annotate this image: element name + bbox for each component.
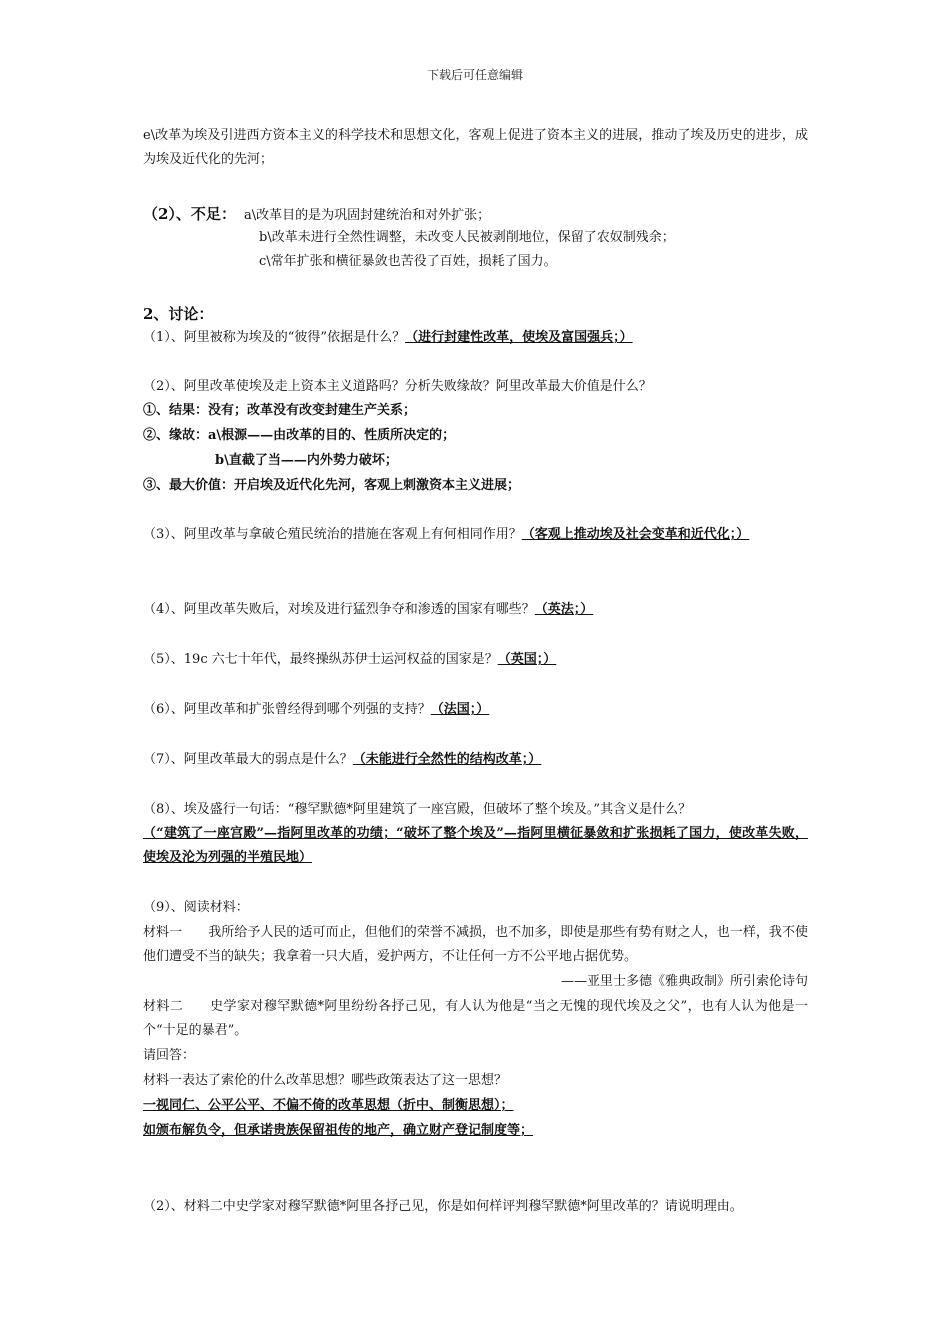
sub-question-2: （2）、材料二中史学家对穆罕默德*阿里各抒己见，你是如何样评判穆罕默德*阿里改革的？请说明理由。 <box>143 1199 743 1214</box>
question-2-answer-3: ③、最大价值：开启埃及近代化先河，客观上刺激资本主义进展； <box>143 478 521 493</box>
question-4 <box>143 598 808 622</box>
shortcomings-label: （2）、不足： <box>143 205 236 223</box>
sub-answer-1-line <box>143 1094 808 1118</box>
question-6-text: （6）、阿里改革和扩张曾经得到哪个列强的支持？ <box>143 702 431 717</box>
question-2-answer-2: ②、缘故：a\根源——由改革的目的、性质所决定的； <box>143 428 456 443</box>
question-3-answer: （客观上推动埃及社会变革和近代化；） <box>521 527 750 542</box>
sub-answer-2: 如颁布解负令，但承诺贵族保留祖传的地产，确立财产登记制度等； <box>143 1123 534 1138</box>
material-1: 材料一 我所给予人民的适可而止，但他们的荣誉不减损，也不加多，即使是那些有势有财之人，也一样，我不使他们遭受不当的缺失；我拿着一只大盾，爱护两方，不让任何一方不公平地占据优势。 <box>143 925 808 964</box>
material-1-source: ——亚里士多德《雅典政制》所引索伦诗句 <box>560 974 808 989</box>
question-5 <box>143 648 808 672</box>
question-1 <box>143 326 808 350</box>
question-8-answer: （“建筑了一座宫殿”—指阿里改革的功绩；“破坏了整个埃及”—指阿里横征暴敛和扩张损耗了国力，使改革失败，使埃及沦为列强的半殖民地） <box>143 826 808 865</box>
shortcoming-a: a\改革目的是为巩固封建统治和对外扩张； <box>243 208 491 223</box>
sub-question-1: 材料一表达了索伦的什么改革思想？哪些政策表达了这一思想？ <box>143 1073 508 1088</box>
shortcoming-b: b\改革未进行全然性调整，未改变人民被剥削地位，保留了农奴制残余； <box>259 230 675 245</box>
question-1-text: （1）、阿里被称为埃及的“彼得”依据是什么？ <box>143 330 406 345</box>
question-7 <box>143 748 808 772</box>
question-6 <box>143 698 808 722</box>
question-3-text: （3）、阿里改革与拿破仑殖民统治的措施在客观上有何相同作用？ <box>143 527 522 542</box>
question-8-text: （8）、埃及盛行一句话：“穆罕默德*阿里建筑了一座宫殿，但破坏了整个埃及。”其含义是什么？ <box>143 802 692 817</box>
question-2-text: （2）、阿里改革使埃及走上资本主义道路吗？分析失败缘故？阿里改革最大价值是什么？ <box>143 379 652 394</box>
question-5-answer: （英国；） <box>497 652 557 667</box>
question-3 <box>143 523 808 547</box>
question-7-answer: （未能进行全然性的结构改革；） <box>352 752 542 767</box>
question-9-text: （9）、阅读材料： <box>143 900 249 915</box>
page-header: 下载后可任意编辑 <box>426 68 523 82</box>
question-8-answer-block <box>143 822 808 870</box>
shortcomings-line-a <box>143 202 808 228</box>
question-4-text: （4）、阿里改革失败后，对埃及进行猛烈争夺和渗透的国家有哪些？ <box>143 602 535 617</box>
question-5-text: （5）、19c 六七十年代，最终操纵苏伊士运河权益的国家是？ <box>143 652 498 667</box>
discussion-title: 2、讨论： <box>143 305 214 323</box>
question-6-answer: （法国；） <box>430 702 490 717</box>
question-1-answer: （进行封建性改革，使埃及富国强兵；） <box>405 330 633 345</box>
sub-answer-2-line <box>143 1119 808 1143</box>
sub-answer-1: 一视同仁、公平公平、不偏不倚的改革思想（折中、制衡思想）； <box>143 1098 514 1113</box>
shortcoming-c: c\常年扩张和横征暴敛也苦役了百姓，损耗了国力。 <box>259 254 557 269</box>
material-2: 材料二 史学家对穆罕默德*阿里纷纷各抒己见，有人认为他是“当之无愧的现代埃及之父”，也有人认为他是一个“十足的暴君”。 <box>143 999 808 1038</box>
question-2-answer-1: ①、结果：没有；改革没有改变封建生产关系； <box>143 403 417 418</box>
paragraph-e: e\改革为埃及引进西方资本主义的科学技术和思想文化，客观上促进了资本主义的进展，推动了埃及历史的进步，成为埃及近代化的先河； <box>143 128 808 167</box>
question-2-answer-2b: b\直截了当——内外势力破坏； <box>215 453 398 468</box>
question-4-answer: （英法；） <box>534 602 594 617</box>
please-answer: 请回答： <box>143 1048 196 1063</box>
question-7-text: （7）、阿里改革最大的弱点是什么？ <box>143 752 353 767</box>
